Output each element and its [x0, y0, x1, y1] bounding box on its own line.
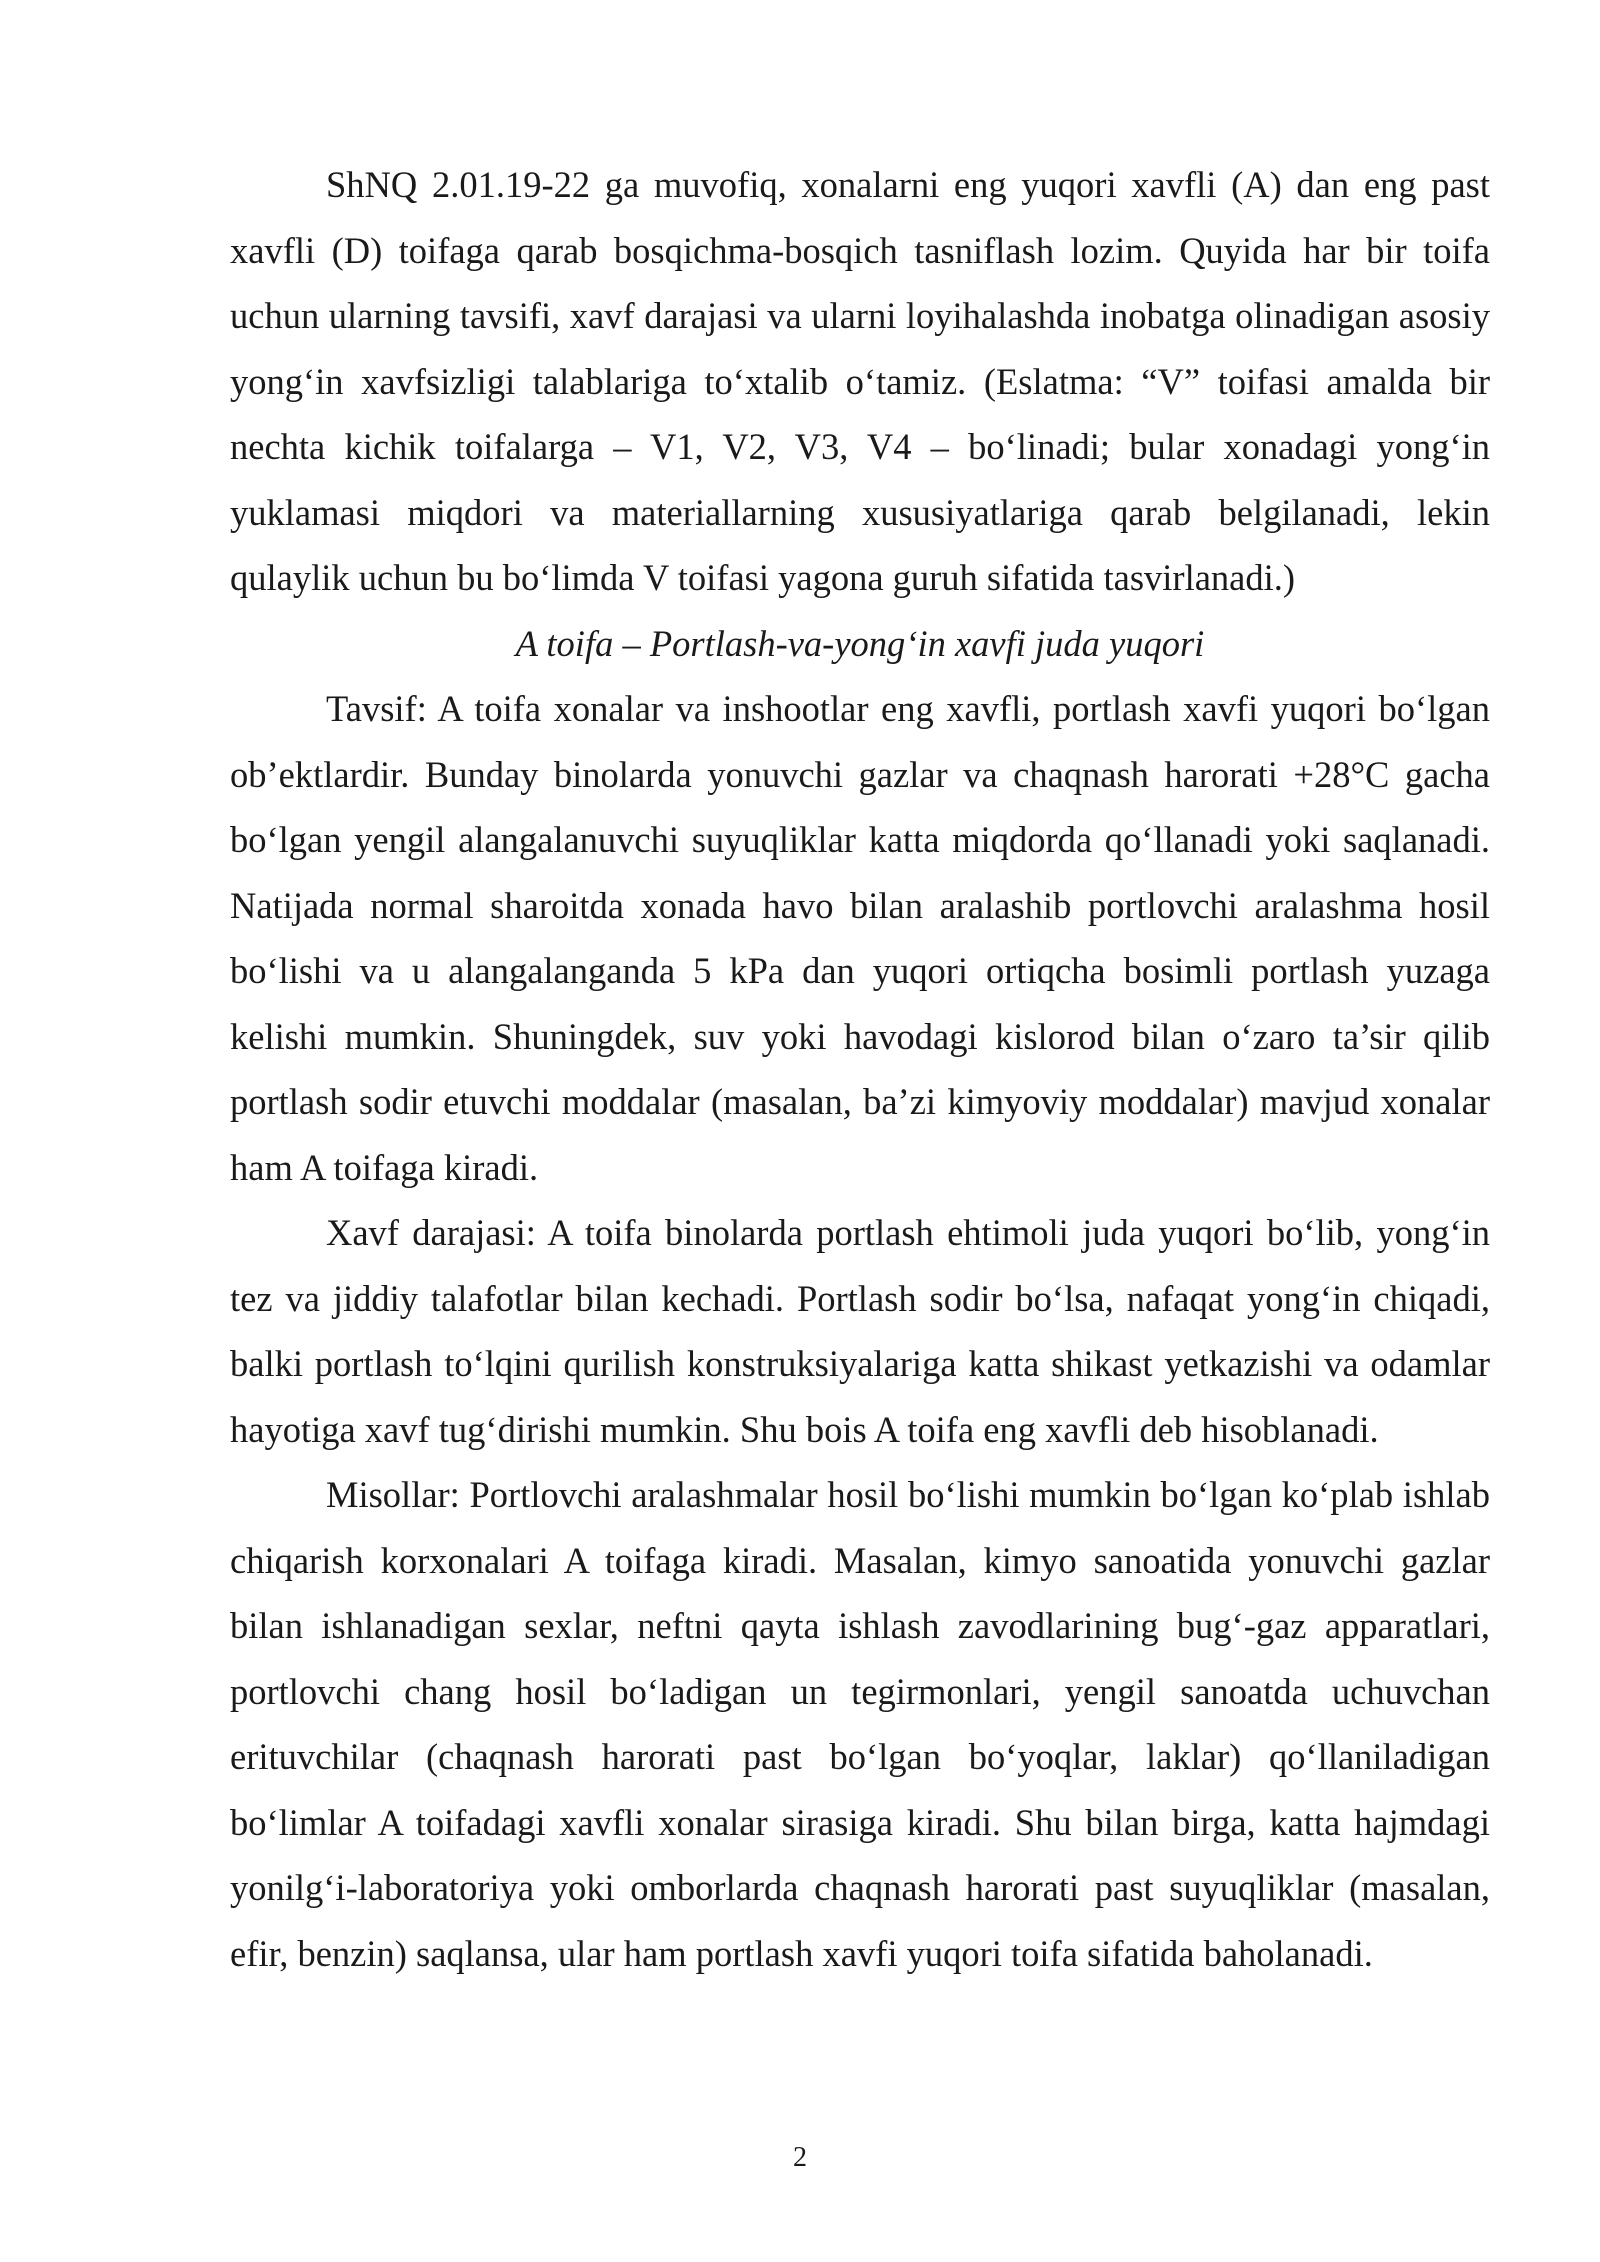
page-number: 2	[793, 2142, 807, 2173]
section-heading: A toifa – Portlash-va-yong‘in xavfi juda yuqori	[515, 622, 1205, 664]
intro-paragraph: ShNQ 2.01.19-22 ga muvofiq, xonalarni eng yuqori xavfli (A) dan eng past xavfli (D) toifaga qarab bosqichma-bosqich tasniflash lozim. Quyida har bir toifa uchun ularning tavsifi, xavf darajasi va ularni loyihalashda inobatga olinadigan asosiy yong‘in xavfsizligi talablariga to‘xtalib o‘tamiz. (Eslatma: “V” toifasi amalda bir nechta kichik toifalarga – V1, V2, V3, V4 – bo‘linadi; bular xonadagi yong‘in yuklamasi miqdori va materiallarning xususiyatlariga qarab belgilanadi, lekin qulaylik uchun bu bo‘limda V toifasi yagona guruh sifatida tasvirlanadi.)	[230, 164, 1490, 598]
examples-paragraph: Misollar: Portlovchi aralashmalar hosil bo‘lishi mumkin bo‘lgan ko‘plab ishlab chiqarish korxonalari A toifaga kiradi. Masalan, kimyo sanoatida yonuvchi gazlar bilan ishlanadigan sexlar, neftni qayta ishlash zavodlarining bug‘-gaz apparatlari, portlovchi chang hosil bo‘ladigan un tegirmonlari, yengil sanoatda uchuvchan erituvchilar (chaqnash harorati past bo‘lgan bo‘yoqlar, laklar) qo‘llaniladigan bo‘limlar A toifadagi xavfli xonalar sirasiga kiradi. Shu bilan birga, katta hajmdagi yonilg‘i-laboratoriya yoki omborlarda chaqnash harorati past suyuqliklar (masalan, efir, benzin) saqlansa, ular ham portlash xavfi yuqori toifa sifatida baholanadi.	[230, 1474, 1490, 1974]
risk-level-paragraph: Xavf darajasi: A toifa binolarda portlash ehtimoli juda yuqori bo‘lib, yong‘in tez va jiddiy talafotlar bilan kechadi. Portlash sodir bo‘lsa, nafaqat yong‘in chiqadi, balki portlash to‘lqini qurilish konstruksiyalariga katta shikast yetkazishi va odamlar hayotiga xavf tug‘dirishi mumkin. Shu bois A toifa eng xavfli deb hisoblanadi.	[230, 1212, 1490, 1450]
document-body	[230, 152, 1490, 1986]
description-paragraph: Tavsif: A toifa xonalar va inshootlar eng xavfli, portlash xavfi yuqori bo‘lgan ob’ektlardir. Bunday binolarda yonuvchi gazlar va chaqnash harorati +28°C gacha bo‘lgan yengil alangalanuvchi suyuqliklar katta miqdorda qo‘llanadi yoki saqlanadi. Natijada normal sharoitda xonada havo bilan aralashib portlovchi aralashma hosil bo‘lishi va u alangalanganda 5 kPa dan yuqori ortiqcha bosimli portlash yuzaga kelishi mumkin. Shuningdek, suv yoki havodagi kislorod bilan o‘zaro ta’sir qilib portlash sodir etuvchi moddalar (masalan, ba’zi kimyoviy moddalar) mavjud xonalar ham A toifaga kiradi.	[230, 688, 1490, 1188]
